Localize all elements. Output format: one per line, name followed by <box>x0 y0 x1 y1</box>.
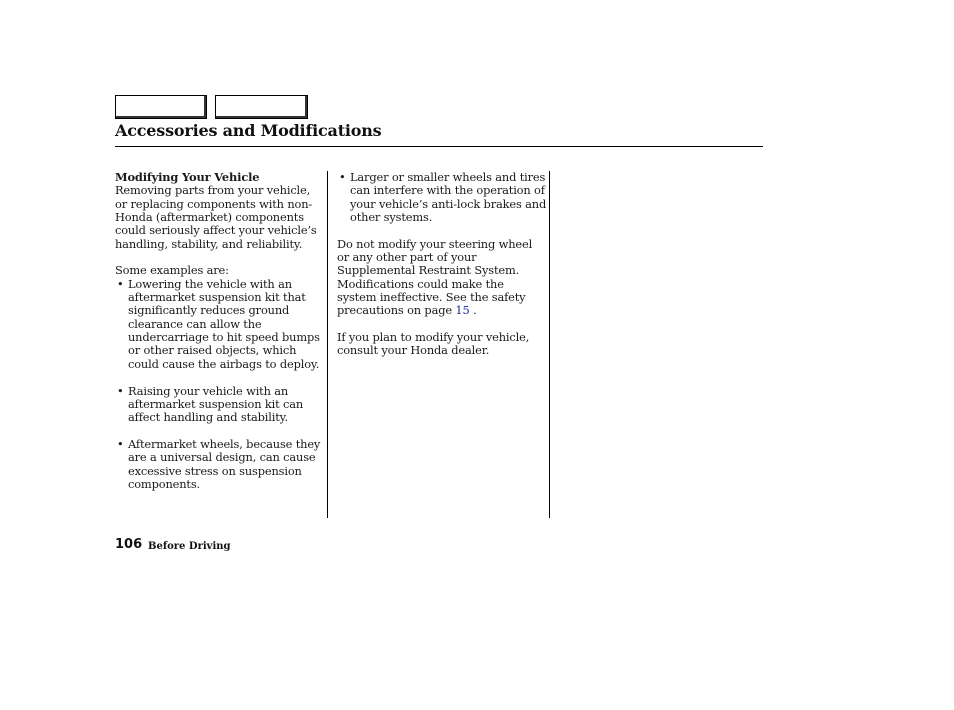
list-item <box>337 171 545 224</box>
title-divider <box>115 146 763 147</box>
text-line: or any other part of your <box>337 250 477 265</box>
text-line: aftermarket suspension kit can <box>128 396 304 411</box>
footer-section-label: Before Driving <box>148 541 231 552</box>
list-item <box>115 385 320 425</box>
examples-list <box>115 278 320 371</box>
text-line: Lowering the vehicle with an <box>128 276 292 291</box>
text-line: or replacing components with non- <box>115 196 313 211</box>
nav-box-next[interactable] <box>215 95 308 119</box>
text-line: clearance can allow the <box>128 316 262 331</box>
text-line: consult your Honda dealer. <box>337 343 490 358</box>
text-line: could cause the airbags to deploy. <box>128 356 320 371</box>
text-line: affect handling and stability. <box>128 410 288 425</box>
list-item <box>115 278 320 371</box>
text-line: aftermarket suspension kit that <box>128 290 306 305</box>
text-line: your vehicle’s anti-lock brakes and <box>350 196 547 211</box>
text-line: components. <box>128 476 200 491</box>
bullet-icon: • <box>117 383 124 398</box>
examples-list-continued <box>115 385 320 425</box>
text-line: excessive stress on suspension <box>128 463 302 478</box>
page-title: Accessories and Modifications <box>115 121 382 140</box>
text-line: Modifications could make the <box>337 276 504 291</box>
page-15-link[interactable]: 15 <box>455 303 470 318</box>
text-line: If you plan to modify your vehicle, <box>337 330 530 345</box>
text-line: system ineffective. See the safety <box>337 290 526 305</box>
text-line: can interfere with the operation of <box>350 183 545 198</box>
text-line: are a universal design, can cause <box>128 450 316 465</box>
text-line: Raising your vehicle with an <box>128 383 289 398</box>
column-divider <box>549 171 550 518</box>
intro-paragraph <box>115 184 320 251</box>
text-line: Larger or smaller wheels and tires <box>350 170 546 184</box>
text-line: Aftermarket wheels, because they <box>128 436 321 451</box>
text-fragment: precautions on page <box>337 303 456 318</box>
text-line: Removing parts from your vehicle, <box>115 183 311 198</box>
list-item <box>115 438 320 491</box>
srs-warning-paragraph <box>337 238 545 318</box>
text-column-middle <box>337 171 545 358</box>
text-line: undercarriage to hit speed bumps <box>128 330 320 345</box>
text-column-left <box>115 171 320 491</box>
bullet-icon: • <box>117 276 124 291</box>
text-line: other systems. <box>350 210 433 225</box>
text-line: Do not modify your steering wheel <box>337 236 533 251</box>
text-fragment: . <box>469 303 477 318</box>
column-divider <box>327 171 328 518</box>
text-line: Supplemental Restraint System. <box>337 263 520 278</box>
examples-list-continued <box>115 438 320 491</box>
wheels-list <box>337 171 545 224</box>
bullet-icon: • <box>339 170 346 184</box>
bullet-icon: • <box>117 436 124 451</box>
dealer-paragraph <box>337 331 545 358</box>
page-number: 106 <box>115 537 143 552</box>
text-line <box>337 304 545 317</box>
text-line: could seriously affect your vehicle’s <box>115 223 317 238</box>
nav-box-previous[interactable] <box>115 95 207 119</box>
text-line: Honda (aftermarket) components <box>115 210 304 225</box>
subsection-heading: Modifying Your Vehicle <box>115 170 260 184</box>
examples-label: Some examples are: <box>115 263 229 278</box>
text-line: or other raised objects, which <box>128 343 297 358</box>
text-line: significantly reduces ground <box>128 303 290 318</box>
text-line: handling, stability, and reliability. <box>115 236 303 251</box>
